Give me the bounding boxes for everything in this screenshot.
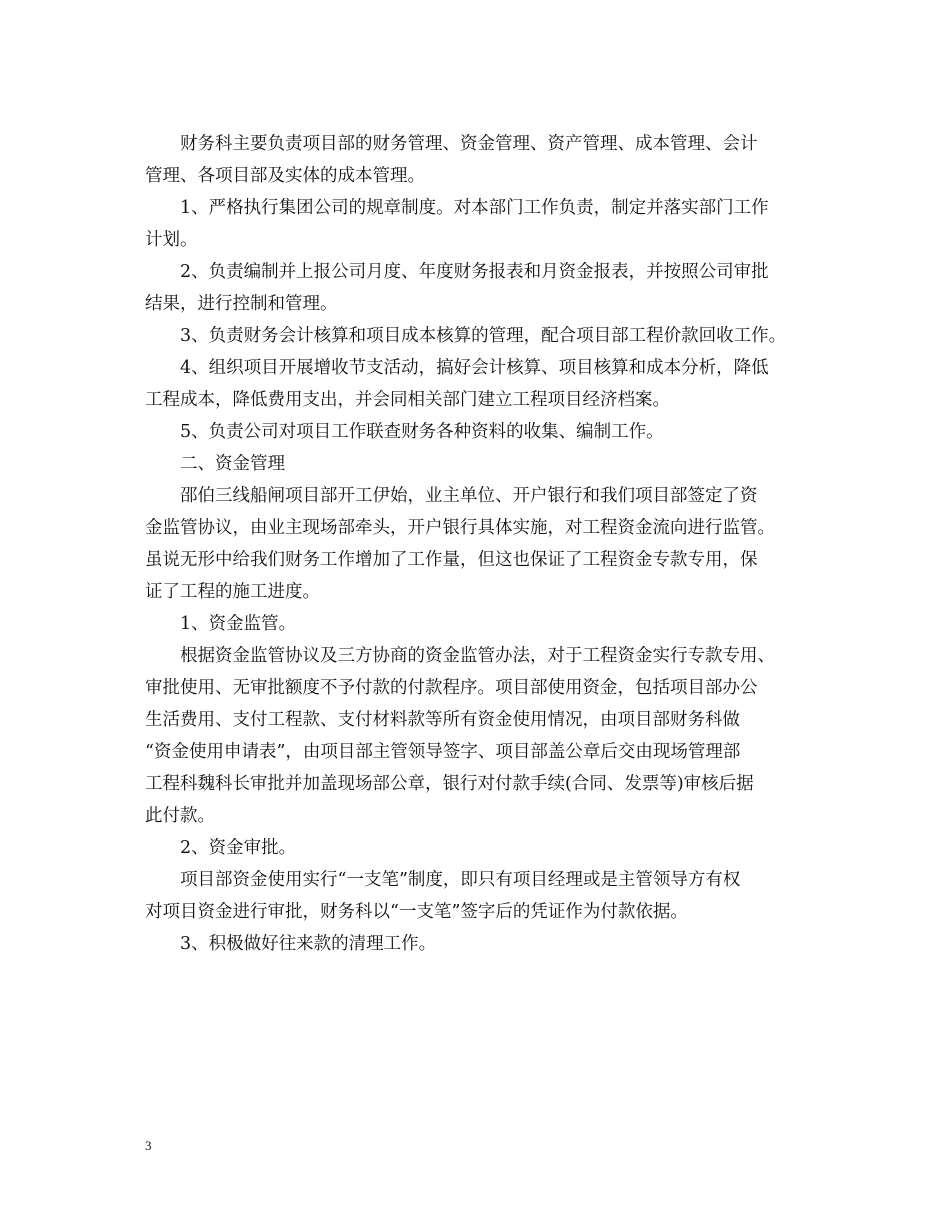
subsection-heading: 3、积极做好往来款的清理工作。 — [180, 934, 437, 954]
paragraph-line: 3、负责财务会计核算和项目成本核算的管理，配合项目部工程价款回收工作。 — [180, 326, 787, 346]
subsection-heading: 2、资金审批。 — [180, 838, 297, 858]
paragraph-line: 虽说无形中给我们财务工作增加了工作量，但这也保证了工程资金专款专用，保 — [145, 550, 758, 570]
paragraph-line: 财务科主要负责项目部的财务管理、资金管理、资产管理、成本管理、会计 — [180, 134, 758, 154]
paragraph-line: 5、负责公司对项目工作联查财务各种资料的收集、编制工作。 — [180, 422, 664, 442]
paragraph-line: 2、负责编制并上报公司月度、年度财务报表和月资金报表，并按照公司审批 — [180, 262, 769, 282]
paragraph-line: 金监管协议，由业主现场部牵头，开户银行具体实施，对工程资金流向进行监管。 — [145, 518, 775, 538]
paragraph-line: “资金使用申请表”，由项目部主管领导签字、项目部盖公章后交由现场管理部 — [145, 742, 741, 762]
section-heading: 二、资金管理 — [180, 454, 285, 474]
paragraph-line: 审批使用、无审批额度不予付款的付款程序。项目部使用资金，包括项目部办公 — [145, 678, 758, 698]
paragraph-line: 工程科魏科长审批并加盖现场部公章，银行对付款手续(合同、发票等)审核后据 — [145, 774, 754, 794]
paragraph-line: 计划。 — [145, 230, 198, 250]
paragraph-line: 对项目资金进行审批，财务科以“一支笔”签字后的凭证作为付款依据。 — [145, 902, 688, 922]
document-body — [145, 128, 825, 960]
paragraph-line: 此付款。 — [145, 806, 215, 826]
paragraph-line: 结果，进行控制和管理。 — [145, 294, 338, 314]
paragraph-line: 管理、各项目部及实体的成本管理。 — [145, 166, 425, 186]
paragraph-line: 工程成本，降低费用支出，并会同相关部门建立工程项目经济档案。 — [145, 390, 670, 410]
subsection-heading: 1、资金监管。 — [180, 614, 297, 634]
paragraph-line: 4、组织项目开展增收节支活动，搞好会计核算、项目核算和成本分析，降低 — [180, 358, 769, 378]
paragraph-line: 1、严格执行集团公司的规章制度。对本部门工作负责，制定并落实部门工作 — [180, 198, 769, 218]
paragraph-line: 项目部资金使用实行“一支笔”制度，即只有项目经理或是主管领导方有权 — [180, 870, 741, 890]
paragraph-line: 证了工程的施工进度。 — [145, 582, 320, 602]
paragraph-line: 根据资金监管协议及三方协商的资金监管办法，对于工程资金实行专款专用、 — [180, 646, 775, 666]
paragraph-line: 生活费用、支付工程款、支付材料款等所有资金使用情况，由项目部财务科做 — [145, 710, 740, 730]
page-number: 3 — [145, 1138, 152, 1153]
paragraph-line: 邵伯三线船闸项目部开工伊始，业主单位、开户银行和我们项目部签定了资 — [180, 486, 758, 506]
